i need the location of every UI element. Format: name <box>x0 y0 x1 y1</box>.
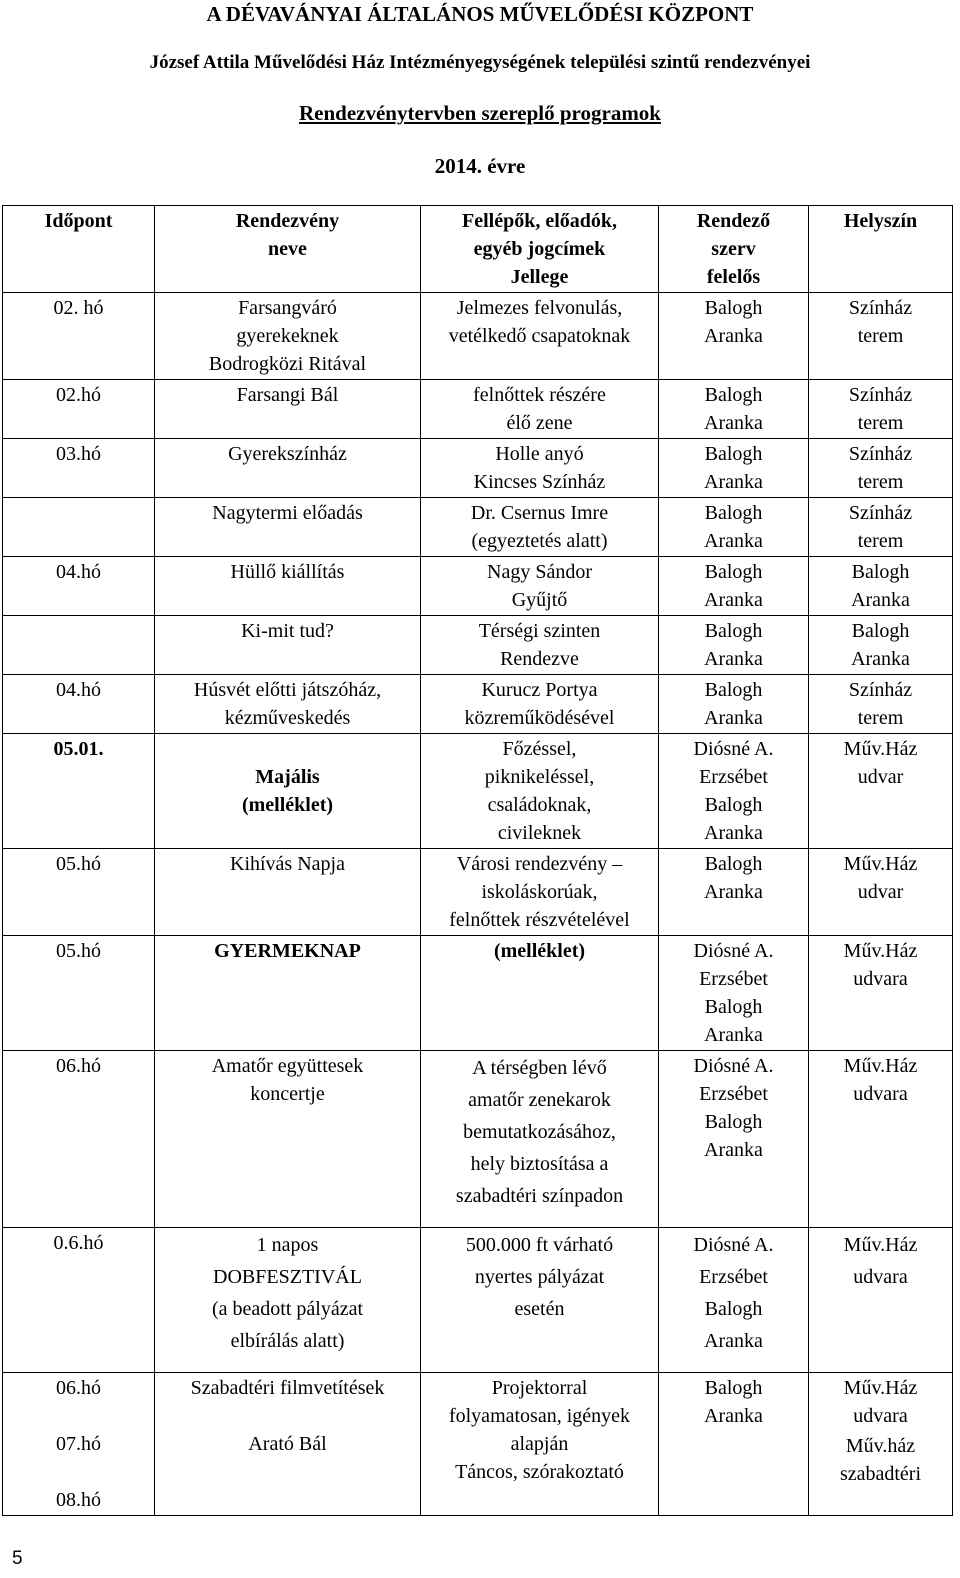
cell-text: Balogh <box>704 620 763 642</box>
organizer-cell <box>659 1228 809 1373</box>
cell-text: Diósné A. <box>693 1055 774 1077</box>
venue-cell <box>809 849 953 936</box>
venue-cell <box>809 1373 953 1516</box>
venue-cell <box>809 936 953 1051</box>
cell-text: Műv.Ház <box>843 738 918 760</box>
header-text: Helyszín <box>843 210 918 232</box>
cell-text: Arató Bál <box>248 1433 327 1455</box>
performers-cell <box>421 293 659 380</box>
cell-text: Aranka <box>704 530 763 552</box>
cell-text: udvara <box>853 1083 908 1105</box>
cell-text: Aranka <box>704 822 763 844</box>
cell-text: Majális <box>255 766 320 788</box>
venue-cell <box>809 1051 953 1228</box>
column-header-organizer <box>659 206 809 293</box>
cell-text: terem <box>857 707 904 729</box>
cell-text: Aranka <box>704 707 763 729</box>
cell-text: Dr. Csernus Imre <box>470 502 609 524</box>
date-cell <box>3 1051 155 1228</box>
cell-text: Bodrogközi Ritával <box>208 353 367 375</box>
cell-text: piknikeléssel, <box>484 766 595 788</box>
date-cell <box>3 557 155 616</box>
cell-text: 02.hó <box>56 384 101 406</box>
header-text: Időpont <box>44 210 113 232</box>
table-row <box>3 616 953 675</box>
cell-text: udvar <box>857 881 904 903</box>
table-row <box>3 293 953 380</box>
cell-text: amatőr zenekarok <box>468 1089 611 1111</box>
cell-text: Táncos, szórakoztató <box>455 1461 624 1483</box>
cell-text: Húsvét előtti játszóház, <box>193 679 382 701</box>
venue-cell <box>809 380 953 439</box>
cell-text: Aranka <box>851 589 910 611</box>
column-header-venue <box>809 206 953 293</box>
event-name-cell <box>155 380 421 439</box>
header-text: Rendező <box>696 210 771 232</box>
cell-text: Farsangi Bál <box>236 384 339 406</box>
cell-text: Aranka <box>704 589 763 611</box>
cell-text: hely biztosítása a <box>470 1153 609 1175</box>
cell-text: Balogh <box>704 853 763 875</box>
date-cell <box>3 616 155 675</box>
cell-text: szabadtéri színpadon <box>455 1185 624 1207</box>
date-cell <box>3 498 155 557</box>
cell-text: élő zene <box>506 412 573 434</box>
cell-text: esetén <box>514 1298 565 1320</box>
cell-text: bemutatkozásához, <box>463 1121 616 1143</box>
cell-text: Színház <box>848 384 913 406</box>
organizer-cell <box>659 734 809 849</box>
cell-text: Balogh <box>704 996 763 1018</box>
cell-text: Diósné A. <box>693 1234 774 1256</box>
cell-text: Műv.Ház <box>843 1234 918 1256</box>
organizer-cell <box>659 498 809 557</box>
date-cell <box>3 380 155 439</box>
cell-text: (melléklet) <box>493 940 586 962</box>
cell-text: Projektorral <box>491 1377 588 1399</box>
cell-text: alapján <box>510 1433 569 1455</box>
cell-text: Balogh <box>704 1298 763 1320</box>
header-text: szerv <box>711 238 756 260</box>
performers-cell <box>421 675 659 734</box>
header-text: neve <box>268 238 307 260</box>
table-row <box>3 1373 953 1516</box>
organizer-cell <box>659 1373 809 1516</box>
cell-text: Diósné A. <box>693 738 774 760</box>
cell-text: udvara <box>853 1405 908 1427</box>
cell-text: Balogh <box>851 620 910 642</box>
cell-text: Balogh <box>704 679 763 701</box>
cell-text: Kincses Színház <box>473 471 606 493</box>
date-cell <box>3 1373 155 1516</box>
cell-text: 500.000 ft várható <box>465 1234 614 1256</box>
event-name-cell <box>155 498 421 557</box>
performers-cell <box>421 1228 659 1373</box>
cell-text: 08.hó <box>56 1489 101 1511</box>
event-name-cell <box>155 293 421 380</box>
table-row <box>3 557 953 616</box>
event-name-cell <box>155 1373 421 1516</box>
spacer <box>158 1357 417 1371</box>
table-row <box>3 1228 953 1373</box>
cell-text: DOBFESZTIVÁL <box>213 1266 362 1288</box>
cell-text: 0.6.hó <box>53 1232 104 1254</box>
venue-cell <box>809 616 953 675</box>
performers-cell <box>421 498 659 557</box>
table-row <box>3 734 953 849</box>
cell-text: Aranka <box>704 881 763 903</box>
cell-text: 06.hó <box>56 1377 101 1399</box>
cell-text: Színház <box>848 502 913 524</box>
cell-text: Térségi szinten <box>478 620 601 642</box>
cell-text: Balogh <box>704 443 763 465</box>
spacer <box>424 1212 655 1226</box>
cell-text: terem <box>857 530 904 552</box>
column-header-date <box>3 206 155 293</box>
venue-cell <box>809 439 953 498</box>
cell-text: Színház <box>848 443 913 465</box>
header-text: felelős <box>706 266 761 288</box>
cell-text: 1 napos <box>256 1234 319 1256</box>
organizer-cell <box>659 293 809 380</box>
cell-text: szabadtéri <box>839 1463 922 1485</box>
cell-text: Diósné A. <box>693 940 774 962</box>
date-cell <box>3 675 155 734</box>
organizer-cell <box>659 439 809 498</box>
cell-text: udvara <box>853 968 908 990</box>
cell-text: Aranka <box>704 648 763 670</box>
venue-cell <box>809 1228 953 1373</box>
table-row <box>3 936 953 1051</box>
cell-text: Nagytermi előadás <box>212 502 363 524</box>
date-cell <box>3 734 155 849</box>
cell-text: Aranka <box>704 1405 763 1427</box>
document-subtitle: József Attila Művelődési Ház Intézményegységének települési szintű rendezvényei <box>149 52 811 73</box>
cell-text: terem <box>857 412 904 434</box>
cell-text: 05.hó <box>56 853 101 875</box>
organizer-cell <box>659 557 809 616</box>
event-name-cell <box>155 734 421 849</box>
cell-text: Amatőr együttesek <box>211 1055 364 1077</box>
cell-text: Aranka <box>704 1024 763 1046</box>
header-text: Rendezvény <box>235 210 340 232</box>
cell-text: Erzsébet <box>699 766 768 788</box>
column-header-performers <box>421 206 659 293</box>
cell-text: Nagy Sándor <box>487 561 592 583</box>
organizer-cell <box>659 616 809 675</box>
cell-text: (melléklet) <box>241 794 334 816</box>
cell-text: nyertes pályázat <box>474 1266 605 1288</box>
organizer-cell <box>659 936 809 1051</box>
event-name-cell <box>155 439 421 498</box>
cell-text: Farsangváró <box>238 297 337 319</box>
organizer-cell <box>659 1051 809 1228</box>
organization-title: A DÉVAVÁNYAI ÁLTALÁNOS MŰVELŐDÉSI KÖZPONT <box>206 2 754 26</box>
cell-text: elbírálás alatt) <box>230 1330 345 1352</box>
cell-text: (egyeztetés alatt) <box>471 530 608 552</box>
venue-cell <box>809 675 953 734</box>
table-row <box>3 380 953 439</box>
cell-text: Balogh <box>704 1377 763 1399</box>
cell-text: iskoláskorúak, <box>481 881 598 903</box>
table-row <box>3 498 953 557</box>
cell-text: Erzsébet <box>699 968 768 990</box>
cell-text: Jelmezes felvonulás, <box>456 297 623 319</box>
cell-text: kézműveskedés <box>224 707 351 729</box>
cell-text: 07.hó <box>56 1433 101 1455</box>
event-name-cell <box>155 936 421 1051</box>
cell-text: 02. hó <box>53 297 104 319</box>
cell-text: gyerekeknek <box>236 325 339 347</box>
cell-text: Aranka <box>704 325 763 347</box>
performers-cell <box>421 557 659 616</box>
cell-text: Kihívás Napja <box>230 853 345 875</box>
cell-text: Főzéssel, <box>502 738 577 760</box>
cell-text: felnőttek részvételével <box>449 909 630 931</box>
cell-text: Balogh <box>704 1111 763 1133</box>
cell-text: folyamatosan, igények <box>448 1405 631 1427</box>
column-header-name <box>155 206 421 293</box>
performers-cell <box>421 380 659 439</box>
cell-text: 05.hó <box>56 940 101 962</box>
cell-text: Műv.Ház <box>843 853 918 875</box>
organizer-cell <box>659 380 809 439</box>
cell-text: Holle anyó <box>495 443 584 465</box>
venue-cell <box>809 734 953 849</box>
cell-text: Városi rendezvény – <box>456 853 623 875</box>
cell-text: közreműködésével <box>464 707 615 729</box>
year-label: 2014. évre <box>434 154 526 178</box>
event-name-cell <box>155 849 421 936</box>
cell-text: 03.hó <box>56 443 101 465</box>
cell-text: koncertje <box>250 1083 325 1105</box>
cell-text: Aranka <box>704 412 763 434</box>
organizer-cell <box>659 675 809 734</box>
cell-text: terem <box>857 325 904 347</box>
cell-text: vetélkedő csapatoknak <box>448 325 631 347</box>
cell-text: Balogh <box>851 561 910 583</box>
cell-text: 04.hó <box>56 679 101 701</box>
organizer-cell <box>659 849 809 936</box>
cell-text: Gyerekszínház <box>228 443 347 465</box>
event-name-cell <box>155 616 421 675</box>
event-name-cell <box>155 1051 421 1228</box>
cell-text: Balogh <box>704 561 763 583</box>
cell-text: Rendezve <box>500 648 579 670</box>
cell-text: Balogh <box>704 794 763 816</box>
performers-cell <box>421 439 659 498</box>
date-cell <box>3 1228 155 1373</box>
event-name-cell <box>155 557 421 616</box>
spacer <box>158 1402 417 1430</box>
cell-text: Műv.ház <box>845 1435 916 1457</box>
cell-text: Gyűjtő <box>511 589 568 611</box>
header-text: Fellépők, előadók, <box>461 210 617 232</box>
header-text: egyéb jogcímek <box>473 238 606 260</box>
cell-text: Aranka <box>851 648 910 670</box>
cell-text: Balogh <box>704 384 763 406</box>
cell-text: terem <box>857 471 904 493</box>
date-cell <box>3 293 155 380</box>
cell-text: Kurucz Portya <box>481 679 598 701</box>
cell-text: 04.hó <box>56 561 101 583</box>
page-number: 5 <box>12 1548 23 1569</box>
table-row <box>3 675 953 734</box>
cell-text: Balogh <box>704 502 763 524</box>
cell-text: Színház <box>848 297 913 319</box>
performers-cell <box>421 1051 659 1228</box>
header-text: Jellege <box>510 266 569 288</box>
cell-text: civileknek <box>497 822 582 844</box>
cell-text: udvara <box>853 1266 908 1288</box>
performers-cell <box>421 849 659 936</box>
cell-text: felnőttek részére <box>473 384 606 406</box>
cell-text: Ki-mit tud? <box>241 620 334 642</box>
performers-cell <box>421 734 659 849</box>
cell-text: Műv.Ház <box>843 940 918 962</box>
cell-text: Műv.Ház <box>843 1377 918 1399</box>
performers-cell <box>421 936 659 1051</box>
date-cell <box>3 936 155 1051</box>
cell-text: GYERMEKNAP <box>214 940 361 962</box>
cell-text: Színház <box>848 679 913 701</box>
cell-text: Aranka <box>704 471 763 493</box>
venue-cell <box>809 498 953 557</box>
cell-text: Szabadtéri filmvetítések <box>190 1377 385 1399</box>
cell-text: 05.01. <box>53 738 104 760</box>
cell-text: A térségben lévő <box>472 1057 607 1079</box>
cell-text: Balogh <box>704 297 763 319</box>
cell-text: Erzsébet <box>699 1083 768 1105</box>
program-table <box>2 205 953 1516</box>
date-cell <box>3 439 155 498</box>
table-row <box>3 1051 953 1228</box>
cell-text: Aranka <box>704 1139 763 1161</box>
cell-text: Aranka <box>704 1330 763 1352</box>
cell-text: (a beadott pályázat <box>211 1298 364 1320</box>
performers-cell <box>421 1373 659 1516</box>
event-name-cell <box>155 675 421 734</box>
performers-cell <box>421 616 659 675</box>
cell-text: Hüllő kiállítás <box>230 561 345 583</box>
section-title: Rendezvénytervben szereplő programok <box>298 101 661 125</box>
venue-cell <box>809 557 953 616</box>
event-name-cell <box>155 1228 421 1373</box>
table-row <box>3 439 953 498</box>
table-header-row <box>3 206 953 293</box>
cell-text: udvar <box>857 766 904 788</box>
cell-text: 06.hó <box>56 1055 101 1077</box>
cell-text: Erzsébet <box>699 1266 768 1288</box>
date-cell <box>3 849 155 936</box>
cell-text: családoknak, <box>487 794 592 816</box>
venue-cell <box>809 293 953 380</box>
table-row <box>3 849 953 936</box>
cell-text: Műv.Ház <box>843 1055 918 1077</box>
